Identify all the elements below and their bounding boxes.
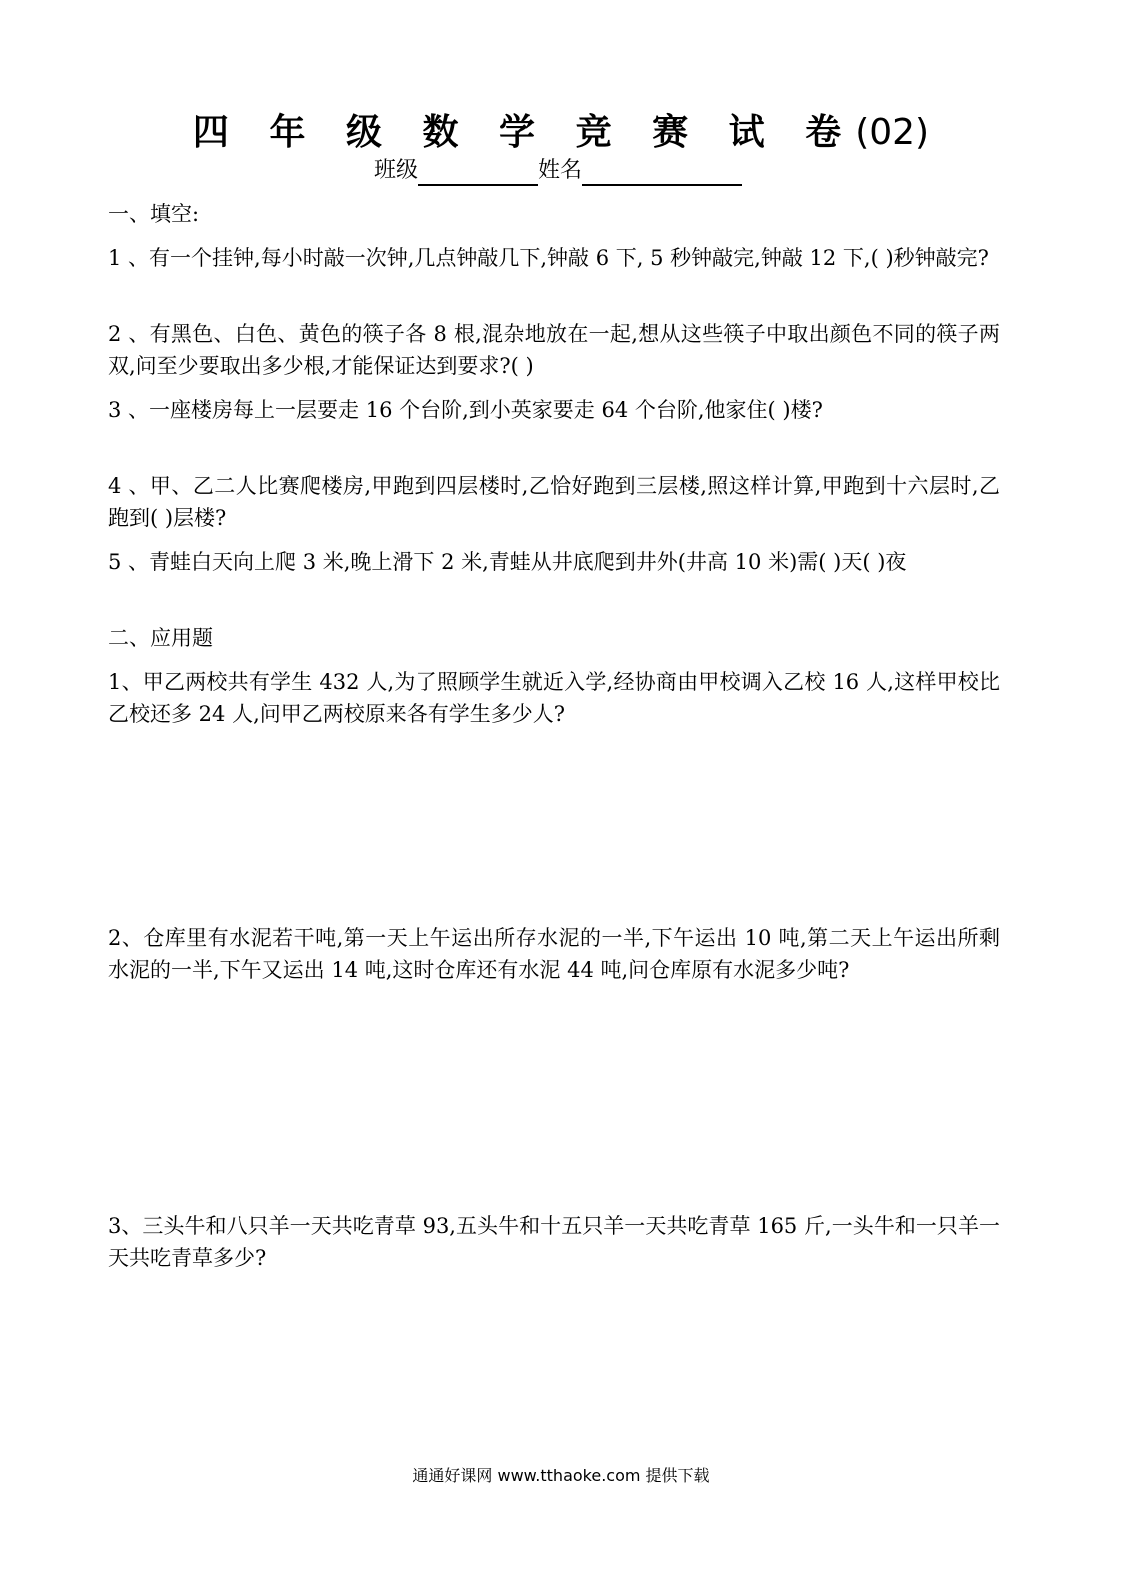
- word-problem-2: 2、仓库里有水泥若干吨,第一天上午运出所存水泥的一半,下午运出 10 吨,第二天上午运出所剩水泥的一半,下午又运出 14 吨,这时仓库还有水泥 44 吨,问仓库原有水泥多少吨?: [108, 926, 1000, 982]
- name-blank[interactable]: [582, 160, 742, 186]
- title-number: (02): [855, 112, 930, 153]
- name-label: 姓名: [538, 158, 583, 183]
- page-title: [0, 110, 1122, 155]
- word-problem-1: 1、甲乙两校共有学生 432 人,为了照顾学生就近入学,经协商由甲校调入乙校 16 人,这样甲校比乙校还多 24 人,问甲乙两校原来各有学生多少人?: [108, 670, 1000, 726]
- title-text: 四 年 级 数 学 竞 赛 试 卷: [192, 111, 856, 153]
- fill-question-3: 3 、一座楼房每上一层要走 16 个台阶,到小英家要走 64 个台阶,他家住( )楼?: [108, 398, 823, 422]
- section1-heading: 一、填空:: [108, 202, 200, 226]
- class-name-row: [374, 156, 742, 186]
- fill-question-2: 2 、有黑色、白色、黄色的筷子各 8 根,混杂地放在一起,想从这些筷子中取出颜色不同的筷子两双,问至少要取出多少根,才能保证达到要求?( ): [108, 322, 1000, 378]
- class-blank[interactable]: [418, 160, 538, 186]
- word-problem-3: 3、三头牛和八只羊一天共吃青草 93,五头牛和十五只羊一天共吃青草 165 斤,一头牛和一只羊一天共吃青草多少?: [108, 1214, 1000, 1270]
- footer-credit: 通通好课网 www.tthaoke.com 提供下载: [412, 1466, 710, 1485]
- fill-question-4: 4 、甲、乙二人比赛爬楼房,甲跑到四层楼时,乙恰好跑到三层楼,照这样计算,甲跑到十六层时,乙跑到( )层楼?: [108, 474, 1000, 530]
- section2-heading: 二、应用题: [108, 626, 213, 650]
- fill-question-1: 1 、有一个挂钟,每小时敲一次钟,几点钟敲几下,钟敲 6 下, 5 秒钟敲完,钟敲 12 下,( )秒钟敲完?: [108, 246, 989, 270]
- fill-question-5: 5 、青蛙白天向上爬 3 米,晚上滑下 2 米,青蛙从井底爬到井外(井高 10 米)需( )天( )夜: [108, 550, 907, 574]
- class-label: 班级: [374, 158, 419, 183]
